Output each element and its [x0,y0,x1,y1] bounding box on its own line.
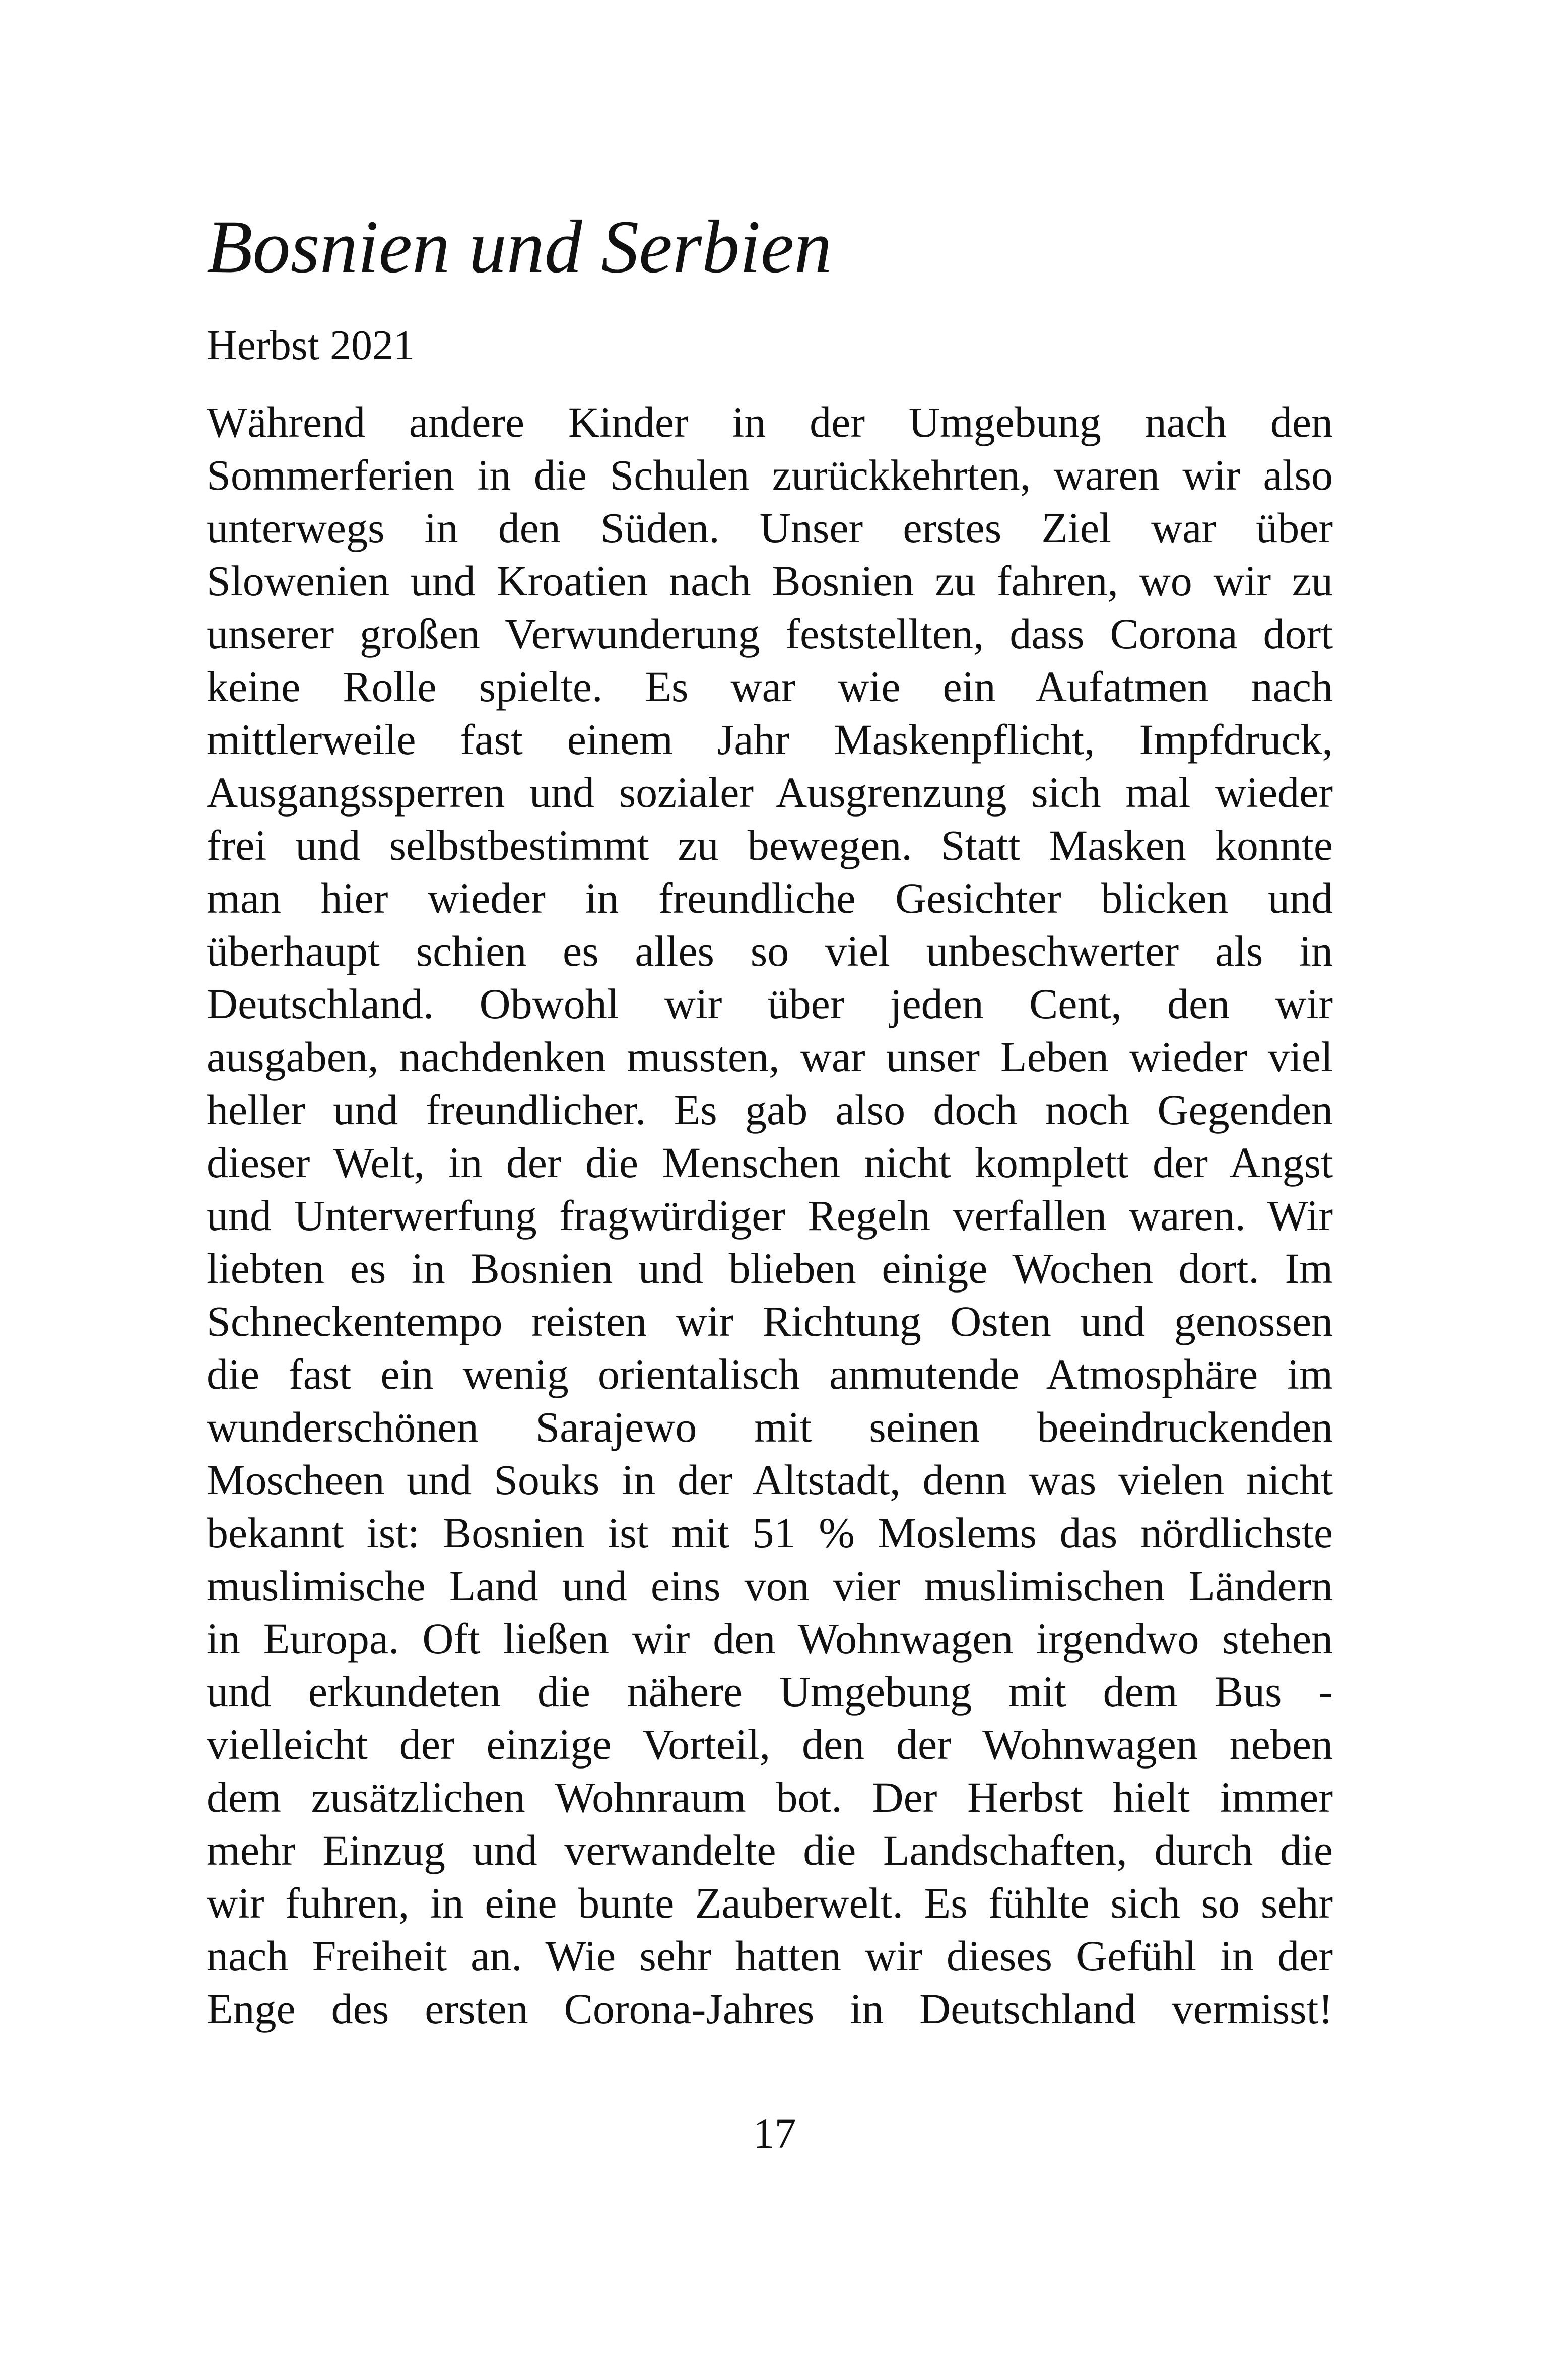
text-line: Deutschland. Obwohl wir über jeden Cent, den wir [207,980,1333,1028]
chapter-subtitle: Herbst 2021 [207,322,415,369]
text-line: bekannt ist: Bosnien ist mit 51 % Moslems das nördlichste [207,1509,1333,1557]
text-line: Ausgangssperren und sozialer Ausgrenzung sich mal wieder [207,768,1333,817]
text-line: frei und selbstbestimmt zu bewegen. Statt Masken konnte [207,821,1333,869]
text-line: dem zusätzlichen Wohnraum bot. Der Herbst hielt immer [207,1773,1333,1821]
text-line: ausgaben, nachdenken mussten, war unser Leben wieder viel [207,1033,1333,1081]
text-line: in Europa. Oft ließen wir den Wohnwagen irgendwo stehen [207,1614,1333,1663]
chapter-title: Bosnien und Serbien [207,205,832,289]
text-line: und erkundeten die nähere Umgebung mit dem Bus - [207,1667,1333,1716]
text-line: wir fuhren, in eine bunte Zauberwelt. Es fühlte sich so sehr [207,1879,1333,1927]
text-line: unterwegs in den Süden. Unser erstes Ziel war über [207,504,1333,552]
page-number: 17 [753,2109,796,2157]
text-line: mehr Einzug und verwandelte die Landschaften, durch die [207,1826,1333,1874]
text-line: muslimische Land und eins von vier muslimischen Ländern [207,1561,1333,1610]
text-line: die fast ein wenig orientalisch anmutende Atmosphäre im [207,1350,1333,1398]
text-line: keine Rolle spielte. Es war wie ein Aufatmen nach [207,662,1333,711]
text-line: Moscheen und Souks in der Altstadt, denn was vielen nicht [207,1456,1333,1504]
text-line: unserer großen Verwunderung feststellten, dass Corona dort [207,609,1333,658]
text-line: vielleicht der einzige Vorteil, den der Wohnwagen neben [207,1720,1333,1769]
text-line: überhaupt schien es alles so viel unbeschwerter als in [207,927,1333,975]
text-line: mittlerweile fast einem Jahr Maskenpflicht, Impfdruck, [207,715,1333,764]
text-line: Enge des ersten Corona-Jahres in Deutschland vermisst! [207,1985,1333,2033]
text-line: dieser Welt, in der die Menschen nicht komplett der Angst [207,1138,1333,1187]
text-line: Schneckentempo reisten wir Richtung Osten und genossen [207,1297,1333,1345]
text-line: man hier wieder in freundliche Gesichter blicken und [207,874,1333,922]
text-line: und Unterwerfung fragwürdiger Regeln verfallen waren. Wir [207,1191,1333,1240]
text-line: Sommerferien in die Schulen zurückkehrten, waren wir also [207,451,1333,499]
text-line: wunderschönen Sarajewo mit seinen beeindruckenden [207,1403,1333,1451]
text-line: Während andere Kinder in der Umgebung nach den [207,398,1333,446]
text-line: nach Freiheit an. Wie sehr hatten wir dieses Gefühl in der [207,1932,1333,1980]
text-line: heller und freundlicher. Es gab also doch noch Gegenden [207,1085,1333,1134]
text-line: liebten es in Bosnien und blieben einige Wochen dort. Im [207,1244,1333,1293]
text-line: Slowenien und Kroatien nach Bosnien zu fahren, wo wir zu [207,557,1333,605]
body-paragraph [207,396,1333,2035]
